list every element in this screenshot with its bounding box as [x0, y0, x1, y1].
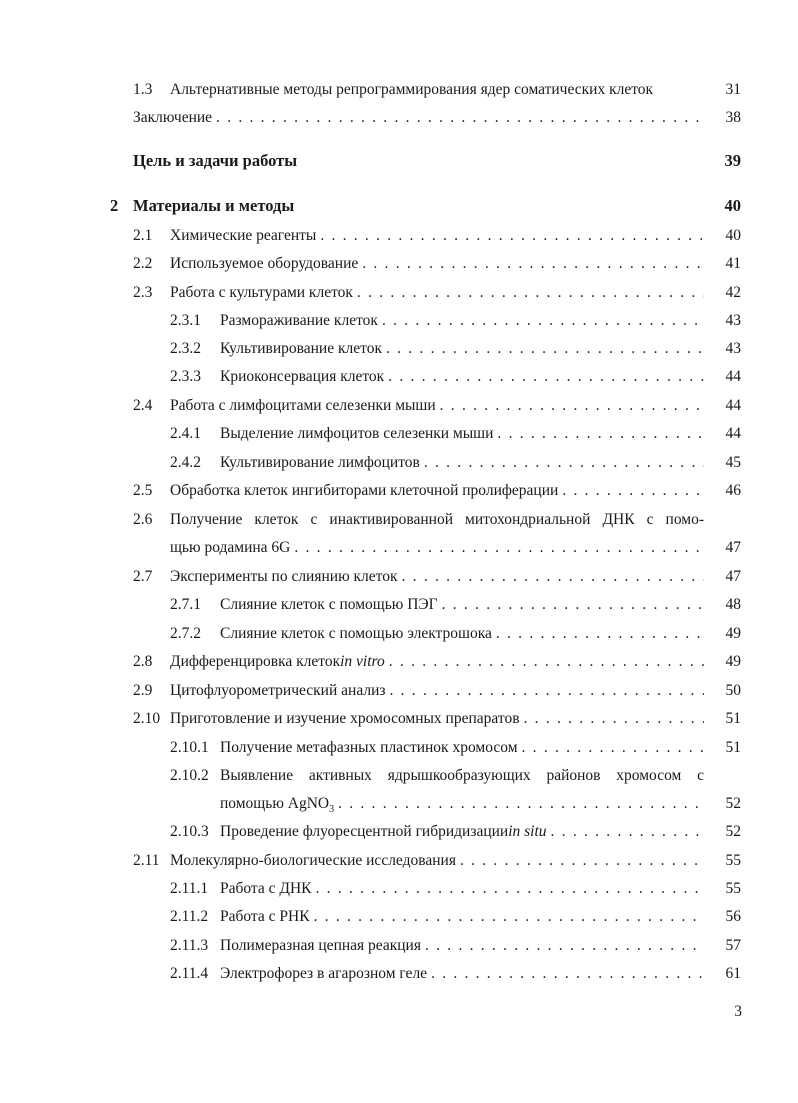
dot-leader — [334, 793, 704, 815]
entry-title: Химические реагенты — [170, 227, 317, 244]
toc-entry[interactable] — [0, 225, 798, 247]
entry-title-line — [220, 878, 704, 900]
entry-page: 46 — [725, 482, 741, 499]
entry-title-line — [220, 623, 704, 645]
entry-page: 56 — [725, 908, 741, 925]
dot-leader — [421, 935, 704, 957]
dot-leader — [427, 963, 704, 985]
entry-number: 2.4.2 — [170, 454, 201, 471]
entry-title-line — [170, 537, 704, 559]
dot-leader — [520, 708, 704, 730]
entry-title-line — [170, 651, 704, 673]
entry-page: 40 — [724, 196, 741, 215]
entry-page: 43 — [725, 340, 741, 357]
entry-title-line — [220, 366, 704, 388]
entry-page: 47 — [725, 539, 741, 556]
entry-number: 2.2 — [133, 255, 153, 272]
dot-leader — [456, 850, 704, 872]
entry-title: Выделение лимфоцитов селезенки мыши — [220, 425, 494, 442]
entry-title-line — [170, 225, 704, 247]
entry-title: Получение метафазных пластинок хромосом — [220, 739, 518, 756]
entry-page: 61 — [725, 965, 741, 982]
entry-title: Полимеразная цепная реакция — [220, 937, 421, 954]
entry-page: 52 — [725, 823, 741, 840]
entry-number: 2.11.3 — [170, 937, 209, 954]
entry-page: 49 — [725, 625, 741, 642]
entry-title-italic: in situ — [508, 823, 547, 840]
entry-title: Криоконсервация клеток — [220, 368, 385, 385]
entry-page: 49 — [725, 653, 741, 670]
toc-entry[interactable] — [0, 195, 798, 217]
entry-number: 2.5 — [133, 482, 153, 499]
entry-title: Альтернативные методы репрограммирования ядер соматических клеток — [170, 81, 654, 98]
toc-entry[interactable] — [0, 708, 798, 730]
entry-page: 40 — [725, 227, 741, 244]
entry-title: Используемое оборудование — [170, 255, 359, 272]
entry-title-line — [220, 963, 704, 985]
entry-title-line — [220, 310, 704, 332]
entry-number: 2.10.1 — [170, 739, 209, 756]
entry-page: 44 — [725, 397, 741, 414]
subscript: 3 — [329, 804, 335, 815]
entry-number: 2.3.3 — [170, 368, 201, 385]
entry-title-line — [170, 680, 704, 702]
entry-title: Слияние клеток с помощью электрошока — [220, 625, 492, 642]
toc-entry[interactable] — [0, 963, 798, 985]
dot-leader — [382, 338, 704, 360]
toc-entry-continuation — [0, 537, 798, 559]
entry-title-line — [220, 423, 704, 445]
entry-title-line — [170, 708, 704, 730]
entry-title: Дифференцировка клеток — [170, 653, 341, 670]
entry-number: 2.7.2 — [170, 625, 201, 642]
toc-entry[interactable] — [0, 906, 798, 928]
entry-number: 2.10.2 — [170, 767, 209, 784]
entry-page: 52 — [725, 795, 741, 812]
dot-leader — [438, 594, 704, 616]
dot-leader — [385, 651, 704, 673]
toc-entry[interactable] — [0, 509, 798, 531]
entry-page: 47 — [725, 568, 741, 585]
toc-entry[interactable] — [0, 310, 798, 332]
toc-entry[interactable] — [0, 878, 798, 900]
entry-page: 51 — [725, 739, 741, 756]
dot-leader — [290, 537, 704, 559]
toc-entry[interactable] — [0, 253, 798, 275]
entry-page: 57 — [725, 937, 741, 954]
entry-title: Выявление активных ядрышкообразующих районов хромосом с — [220, 767, 704, 784]
entry-page: 44 — [725, 368, 741, 385]
dot-leader — [358, 253, 704, 275]
entry-number: 2.9 — [133, 682, 153, 699]
entry-title: Обработка клеток ингибиторами клеточной пролиферации — [170, 482, 559, 499]
toc-entry[interactable] — [0, 395, 798, 417]
entry-title: Заключение — [133, 109, 213, 126]
toc-entry[interactable] — [0, 850, 798, 872]
entry-title-line — [220, 935, 704, 957]
entry-title: Получение клеток с инактивированной митохондриальной ДНК с помо- — [170, 511, 704, 528]
toc-entry[interactable] — [0, 150, 798, 172]
entry-page: 39 — [724, 151, 741, 170]
entry-title-line — [220, 793, 704, 815]
entry-title: Работа с РНК — [220, 908, 310, 925]
entry-number: 2 — [110, 196, 119, 215]
entry-title: Молекулярно-биологические исследования — [170, 852, 456, 869]
entry-title-line — [133, 195, 704, 217]
entry-number: 2.6 — [133, 511, 153, 528]
dot-leader — [398, 566, 704, 588]
dot-leader — [420, 452, 704, 474]
toc-entry[interactable] — [0, 282, 798, 304]
entry-page: 55 — [725, 880, 741, 897]
entry-number: 2.3.2 — [170, 340, 201, 357]
entry-number: 2.10.3 — [170, 823, 209, 840]
dot-leader — [547, 821, 704, 843]
entry-number: 2.11.1 — [170, 880, 209, 897]
toc-entry[interactable] — [0, 423, 798, 445]
toc-entry[interactable] — [0, 366, 798, 388]
entry-title-line — [133, 107, 704, 129]
entry-title: Культивирование клеток — [220, 340, 382, 357]
entry-title: Работа с культурами клеток — [170, 284, 353, 301]
entry-number: 1.3 — [133, 81, 153, 98]
dot-leader — [386, 680, 705, 702]
entry-title-line — [220, 906, 704, 928]
entry-title: Работа с ДНК — [220, 880, 312, 897]
entry-page: 50 — [725, 682, 741, 699]
entry-number: 2.11 — [133, 852, 160, 869]
dot-leader — [353, 282, 704, 304]
dot-leader — [212, 107, 704, 129]
entry-title: Электрофорез в агарозном геле — [220, 965, 428, 982]
toc-entry[interactable] — [0, 338, 798, 360]
entry-title-line — [133, 150, 704, 172]
entry-title-line — [170, 566, 704, 588]
entry-page: 41 — [725, 255, 741, 272]
entry-title-line — [170, 395, 704, 417]
toc-entry[interactable] — [0, 107, 798, 129]
toc-entry[interactable] — [0, 680, 798, 702]
entry-page: 48 — [725, 596, 741, 613]
entry-number: 2.7.1 — [170, 596, 201, 613]
toc-entry[interactable] — [0, 452, 798, 474]
toc-entry[interactable] — [0, 935, 798, 957]
entry-title: Культивирование лимфоцитов — [220, 454, 420, 471]
entry-title: Проведение флуоресцентной гибридизации — [220, 823, 509, 840]
entry-title-italic: in vitro — [340, 653, 385, 670]
entry-title-line — [170, 79, 704, 101]
toc-entry[interactable] — [0, 480, 798, 502]
entry-page: 55 — [725, 852, 741, 869]
dot-leader — [492, 623, 704, 645]
entry-number: 2.7 — [133, 568, 153, 585]
entry-title: Материалы и методы — [133, 196, 295, 215]
entry-title-line — [220, 737, 704, 759]
dot-leader — [558, 480, 704, 502]
toc-entry[interactable] — [0, 79, 798, 101]
toc-entry[interactable] — [0, 651, 798, 673]
toc-entry[interactable] — [0, 566, 798, 588]
entry-number: 2.10 — [133, 710, 161, 727]
entry-title-line — [170, 282, 704, 304]
toc-entry[interactable] — [0, 821, 798, 843]
entry-page: 45 — [725, 454, 741, 471]
entry-title-line — [220, 765, 704, 787]
entry-title: Цель и задачи работы — [133, 151, 298, 170]
entry-number: 2.11.2 — [170, 908, 209, 925]
dot-leader — [436, 395, 704, 417]
entry-page: 42 — [725, 284, 741, 301]
entry-title-continuation: щью родамина 6G — [170, 539, 291, 556]
entry-title-line — [220, 594, 704, 616]
dot-leader — [310, 906, 704, 928]
entry-title-line — [170, 480, 704, 502]
entry-title: Размораживание клеток — [220, 312, 378, 329]
entry-title: Цитофлуорометрический анализ — [170, 682, 386, 699]
dot-leader — [378, 310, 704, 332]
entry-title-continuation: помощью AgNO — [220, 795, 330, 812]
dot-leader — [384, 366, 704, 388]
entry-number: 2.4.1 — [170, 425, 201, 442]
entry-number: 2.3 — [133, 284, 153, 301]
toc-entry[interactable] — [0, 765, 798, 787]
toc-entry[interactable] — [0, 737, 798, 759]
entry-page: 38 — [725, 109, 741, 126]
entry-page: 43 — [725, 312, 741, 329]
entry-title-line — [170, 850, 704, 872]
entry-title-line — [170, 509, 704, 531]
toc-entry[interactable] — [0, 594, 798, 616]
entry-number: 2.1 — [133, 227, 153, 244]
entry-title-line — [170, 253, 704, 275]
entry-title: Слияние клеток с помощью ПЭГ — [220, 596, 438, 613]
entry-title: Работа с лимфоцитами селезенки мыши — [170, 397, 436, 414]
entry-title-line — [220, 821, 704, 843]
toc-entry[interactable] — [0, 623, 798, 645]
dot-leader — [493, 423, 704, 445]
entry-title: Приготовление и изучение хромосомных препаратов — [170, 710, 520, 727]
entry-number: 2.3.1 — [170, 312, 201, 329]
entry-page: 44 — [725, 425, 741, 442]
entry-title-line — [220, 338, 704, 360]
entry-page: 51 — [725, 710, 741, 727]
entry-title-line — [220, 452, 704, 474]
toc-entry-continuation — [0, 793, 798, 815]
entry-number: 2.8 — [133, 653, 153, 670]
page-number: 3 — [734, 1003, 742, 1020]
dot-leader — [316, 225, 704, 247]
entry-title: Эксперименты по слиянию клеток — [170, 568, 398, 585]
entry-number: 2.11.4 — [170, 965, 209, 982]
entry-page: 31 — [725, 81, 741, 98]
dot-leader — [518, 737, 704, 759]
dot-leader — [312, 878, 704, 900]
entry-number: 2.4 — [133, 397, 153, 414]
